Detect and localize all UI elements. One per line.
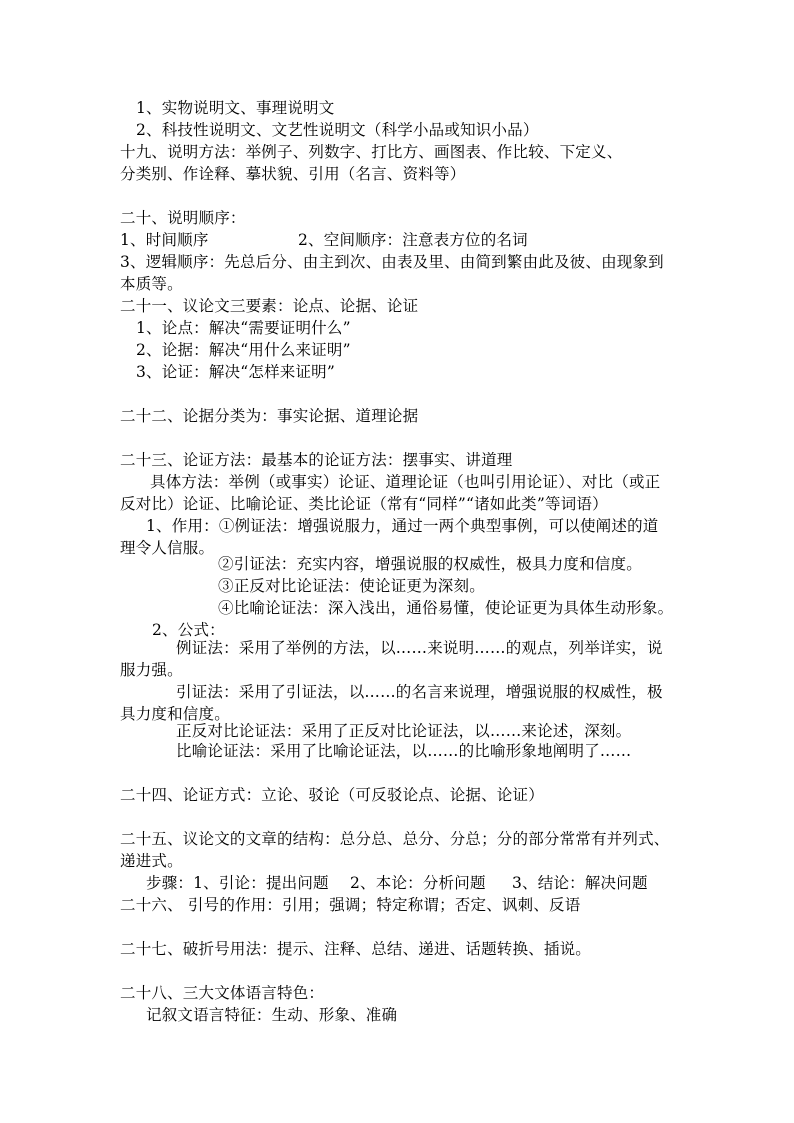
text-line: 二十五、议论文的文章的结构：总分总、总分、分总；分的部分常常有并列式、 (120, 830, 670, 848)
text-line: 例证法：采用了举例的方法，以……来说明……的观点，列举详实，说 (176, 639, 663, 657)
text-line: 2、本论：分析问题 (350, 874, 486, 892)
text-line: 理令人信服。 (120, 539, 215, 557)
text-line: 十九、说明方法：举例子、列数字、打比方、画图表、作比较、下定义、 (120, 143, 623, 161)
text-line: ④比喻论证法：深入浅出，通俗易懂，使论证更为具体生动形象。 (218, 599, 674, 617)
text-line: 递进式。 (120, 852, 183, 870)
text-line: 3、论证：解决“怎样来证明” (136, 363, 336, 381)
text-line: 1、论点：解决“需要证明什么” (136, 319, 351, 337)
text-line: 1、时间顺序 (120, 231, 209, 249)
text-line: 1、作用：①例证法：增强说服力，通过一两个典型事例，可以使阐述的道 (146, 517, 659, 535)
text-line: 二十八、三大文体语言特色： (120, 984, 325, 1002)
text-line: ③正反对比论证法：使论证更为深刻。 (218, 577, 485, 595)
text-line: ②引证法：充实内容，增强说服的权威性，极具力度和信度。 (218, 555, 642, 573)
text-line: 2、空间顺序：注意表方位的名词 (298, 231, 528, 249)
text-line: 二十四、论证方式：立论、驳论（可反驳论点、论据、论证） (120, 786, 544, 804)
text-line: 二十七、破折号用法：提示、注释、总结、递进、话题转换、插说。 (120, 940, 592, 958)
text-line: 2、科技性说明文、文艺性说明文（科学小品或知识小品） (136, 121, 539, 139)
text-line: 具体方法：举例（或事实）论证、道理论证（也叫引用论证）、对比（或正 (150, 473, 661, 491)
text-line: 具力度和信度。 (120, 705, 230, 723)
text-line: 二十一、议论文三要素：论点、论据、论证 (120, 297, 419, 315)
text-line: 分类别、作诠释、摹状貌、引用（名言、资料等） (120, 165, 466, 183)
text-line: 1、实物说明文、事理说明文 (136, 99, 335, 117)
text-line: 2、论据：解决“用什么来证明” (136, 341, 351, 359)
text-line: 2、公式： (152, 621, 225, 639)
text-line: 二十六、 引号的作用：引用；强调；特定称谓；否定、讽刺、反语 (120, 896, 581, 914)
text-line: 服力强。 (120, 661, 183, 679)
text-line: 反对比）论证、比喻论证、类比论证（常有“同样”“诸如此类”等词语） (120, 495, 608, 513)
text-line: 引证法：采用了引证法，以……的名言来说理，增强说服的权威性，极 (176, 683, 663, 701)
text-line: 二十三、论证方法：最基本的论证方法：摆事实、讲道理 (120, 451, 513, 469)
text-line: 步骤：1、引论：提出问题 (146, 874, 329, 892)
text-line: 比喻论证法：采用了比喻论证法，以……的比喻形象地阐明了…… (176, 742, 632, 760)
text-line: 本质等。 (120, 275, 183, 293)
text-line: 3、结论：解决问题 (512, 874, 648, 892)
text-line: 二十二、论据分类为：事实论据、道理论据 (120, 407, 419, 425)
text-line: 正反对比论证法：采用了正反对比论证法，以……来论述，深刻。 (176, 722, 632, 740)
text-line: 记叙文语言特征：生动、形象、准确 (146, 1006, 398, 1024)
text-line: 二十、说明顺序： (120, 209, 246, 227)
text-line: 3、逻辑顺序：先总后分、由主到次、由表及里、由简到繁由此及彼、由现象到 (120, 253, 664, 271)
